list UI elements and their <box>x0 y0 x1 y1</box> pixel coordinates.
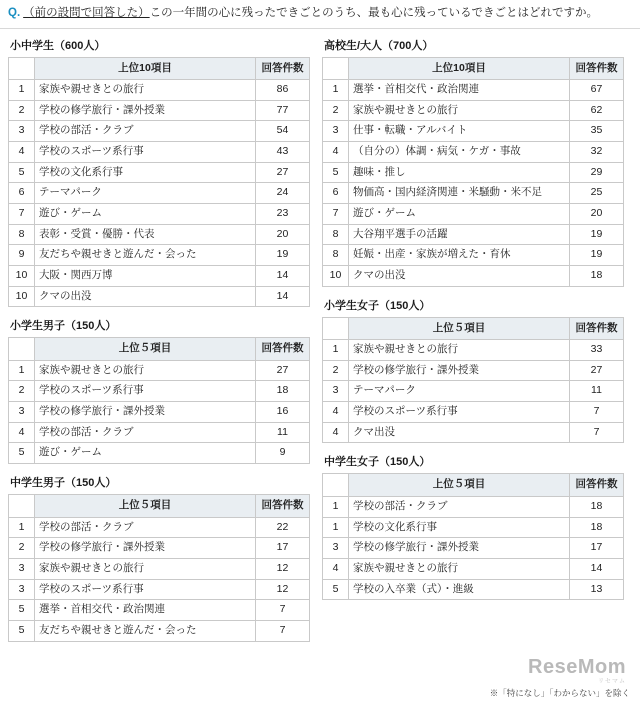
question-prefix: （前の設問で回答した） <box>23 7 150 19</box>
cell-rank: 3 <box>9 121 35 142</box>
cell-count: 20 <box>570 204 624 225</box>
table-row <box>323 538 624 559</box>
cell-count: 12 <box>256 579 310 600</box>
cell-rank: 9 <box>9 245 35 266</box>
cell-item: 家族や親せきとの旅行 <box>35 558 256 579</box>
table-row <box>323 265 624 286</box>
cell-item: 家族や親せきとの旅行 <box>35 360 256 381</box>
cell-count: 18 <box>256 381 310 402</box>
col-header-rank <box>9 57 35 80</box>
table-row <box>323 497 624 518</box>
cell-item: 遊び・ゲーム <box>35 443 256 464</box>
table-row <box>9 245 310 266</box>
cell-item: （自分の）体調・病気・ケガ・事故 <box>349 142 570 163</box>
cell-count: 62 <box>570 100 624 121</box>
table-row <box>323 245 624 266</box>
cell-count: 27 <box>256 360 310 381</box>
cell-count: 19 <box>256 245 310 266</box>
cell-rank: 5 <box>323 162 349 183</box>
cell-rank: 1 <box>9 360 35 381</box>
cell-rank: 5 <box>9 162 35 183</box>
rank-table <box>322 57 624 287</box>
cell-item: 家族や親せきとの旅行 <box>349 100 570 121</box>
rank-table <box>8 494 310 641</box>
col-header-item: 上位５項目 <box>35 495 256 518</box>
cell-rank: 3 <box>9 579 35 600</box>
question-label: Q. <box>8 7 21 19</box>
cell-rank: 8 <box>9 224 35 245</box>
block-elementary-girls <box>322 297 624 444</box>
cell-item: 学校の修学旅行・課外授業 <box>35 538 256 559</box>
block-title: 小学生男子（150人） <box>10 320 117 333</box>
cell-item: 友だちや親せきと遊んだ・会った <box>35 620 256 641</box>
cell-rank: 1 <box>323 497 349 518</box>
cell-item: 家族や親せきとの旅行 <box>349 340 570 361</box>
cell-count: 27 <box>256 162 310 183</box>
cell-rank: 6 <box>9 183 35 204</box>
table-row <box>9 538 310 559</box>
column-right <box>322 37 624 652</box>
table-row <box>323 142 624 163</box>
col-header-count: 回答件数 <box>256 57 310 80</box>
cell-count: 11 <box>570 381 624 402</box>
col-header-count: 回答件数 <box>256 338 310 361</box>
table-row <box>9 162 310 183</box>
cell-count: 35 <box>570 121 624 142</box>
footnote: ※「特になし」「わからない」を除く <box>489 688 630 698</box>
table-row <box>9 422 310 443</box>
rank-table <box>8 57 310 308</box>
cell-item: 学校のスポーツ系行事 <box>35 142 256 163</box>
cell-count: 18 <box>570 497 624 518</box>
table-row <box>323 121 624 142</box>
cell-item: クマの出没 <box>35 286 256 307</box>
cell-count: 67 <box>570 80 624 101</box>
cell-rank: 10 <box>323 265 349 286</box>
table-row <box>9 286 310 307</box>
cell-count: 19 <box>570 224 624 245</box>
table-row <box>9 360 310 381</box>
block-highschool-adult <box>322 37 624 287</box>
cell-count: 19 <box>570 245 624 266</box>
cell-count: 13 <box>570 579 624 600</box>
cell-count: 77 <box>256 100 310 121</box>
block-title: 中学生女子（150人） <box>324 456 431 469</box>
table-header-row <box>323 57 624 80</box>
cell-count: 20 <box>256 224 310 245</box>
cell-count: 29 <box>570 162 624 183</box>
table-header-row <box>9 495 310 518</box>
cell-item: 学校のスポーツ系行事 <box>35 381 256 402</box>
cell-item: 選挙・首相交代・政治関連 <box>35 600 256 621</box>
cell-item: 遊び・ゲーム <box>35 204 256 225</box>
block-elementary-junior <box>8 37 310 308</box>
cell-count: 18 <box>570 265 624 286</box>
rank-table <box>322 317 624 444</box>
cell-count: 25 <box>570 183 624 204</box>
table-row <box>323 558 624 579</box>
cell-item: 物価高・国内経済関連・米騒動・米不足 <box>349 183 570 204</box>
table-row <box>323 204 624 225</box>
cell-count: 54 <box>256 121 310 142</box>
cell-count: 43 <box>256 142 310 163</box>
cell-count: 9 <box>256 443 310 464</box>
block-elementary-boys <box>8 317 310 464</box>
cell-rank: 4 <box>9 422 35 443</box>
cell-item: 大谷翔平選手の活躍 <box>349 224 570 245</box>
table-row <box>323 402 624 423</box>
block-title: 中学生男子（150人） <box>10 477 117 490</box>
cell-count: 22 <box>256 517 310 538</box>
col-header-item: 上位５項目 <box>349 474 570 497</box>
cell-rank: 2 <box>323 360 349 381</box>
table-header-row <box>323 474 624 497</box>
cell-rank: 4 <box>323 558 349 579</box>
cell-item: 学校の修学旅行・課外授業 <box>349 538 570 559</box>
table-row <box>323 224 624 245</box>
cell-rank: 7 <box>323 204 349 225</box>
col-header-item: 上位10項目 <box>349 57 570 80</box>
col-header-rank <box>323 474 349 497</box>
cell-rank: 3 <box>9 558 35 579</box>
cell-count: 14 <box>570 558 624 579</box>
table-row <box>323 422 624 443</box>
cell-rank: 1 <box>9 80 35 101</box>
cell-rank: 2 <box>323 100 349 121</box>
cell-count: 86 <box>256 80 310 101</box>
cell-item: 学校の文化系行事 <box>35 162 256 183</box>
table-header-row <box>9 338 310 361</box>
block-junior-girls <box>322 453 624 600</box>
cell-item: 友だちや親せきと遊んだ・会った <box>35 245 256 266</box>
cell-rank: 1 <box>323 80 349 101</box>
block-junior-boys <box>8 474 310 641</box>
cell-item: 選挙・首相交代・政治関連 <box>349 80 570 101</box>
question-text <box>23 6 630 22</box>
logo-text: ReseMom <box>528 656 626 678</box>
col-header-item: 上位10項目 <box>35 57 256 80</box>
cell-count: 32 <box>570 142 624 163</box>
cell-item: クマ出没 <box>349 422 570 443</box>
cell-count: 24 <box>256 183 310 204</box>
table-row <box>9 579 310 600</box>
rank-table <box>322 473 624 600</box>
cell-item: 大阪・関西万博 <box>35 265 256 286</box>
cell-count: 14 <box>256 265 310 286</box>
table-header-row <box>9 57 310 80</box>
cell-item: 表彰・受賞・優勝・代表 <box>35 224 256 245</box>
cell-rank: 3 <box>9 402 35 423</box>
table-row <box>9 620 310 641</box>
col-header-count: 回答件数 <box>256 495 310 518</box>
table-row <box>323 517 624 538</box>
column-left <box>8 37 310 652</box>
cell-item: テーマパーク <box>349 381 570 402</box>
rank-table <box>8 337 310 464</box>
cell-rank: 2 <box>9 538 35 559</box>
logo-subtext: リセマム <box>598 679 626 685</box>
table-row <box>9 600 310 621</box>
cell-rank: 5 <box>9 620 35 641</box>
cell-count: 17 <box>570 538 624 559</box>
block-title: 高校生/大人（700人） <box>324 39 434 52</box>
cell-rank: 7 <box>9 204 35 225</box>
table-row <box>323 360 624 381</box>
table-row <box>323 80 624 101</box>
tables-grid <box>0 29 640 652</box>
cell-rank: 1 <box>323 517 349 538</box>
cell-count: 18 <box>570 517 624 538</box>
cell-item: 学校の修学旅行・課外授業 <box>35 402 256 423</box>
col-header-rank <box>323 57 349 80</box>
cell-count: 33 <box>570 340 624 361</box>
col-header-item: 上位５項目 <box>35 338 256 361</box>
cell-rank: 3 <box>323 538 349 559</box>
col-header-rank <box>9 338 35 361</box>
table-row <box>9 142 310 163</box>
table-row <box>9 100 310 121</box>
cell-item: 学校の部活・クラブ <box>35 422 256 443</box>
cell-rank: 5 <box>9 600 35 621</box>
resemom-logo <box>528 656 626 685</box>
cell-item: 家族や親せきとの旅行 <box>349 558 570 579</box>
cell-item: 学校の文化系行事 <box>349 517 570 538</box>
table-row <box>323 183 624 204</box>
cell-count: 7 <box>256 600 310 621</box>
cell-item: 趣味・推し <box>349 162 570 183</box>
cell-rank: 8 <box>323 224 349 245</box>
cell-count: 17 <box>256 538 310 559</box>
cell-rank: 10 <box>9 265 35 286</box>
cell-rank: 5 <box>323 579 349 600</box>
cell-item: 学校の修学旅行・課外授業 <box>35 100 256 121</box>
cell-item: 学校のスポーツ系行事 <box>35 579 256 600</box>
table-row <box>9 80 310 101</box>
col-header-count: 回答件数 <box>570 474 624 497</box>
col-header-item: 上位５項目 <box>349 317 570 340</box>
cell-count: 12 <box>256 558 310 579</box>
cell-rank: 8 <box>323 245 349 266</box>
cell-count: 7 <box>570 422 624 443</box>
cell-item: 学校の部活・クラブ <box>349 497 570 518</box>
cell-rank: 10 <box>9 286 35 307</box>
cell-rank: 6 <box>323 183 349 204</box>
table-row <box>9 443 310 464</box>
block-title: 小学生女子（150人） <box>324 299 431 312</box>
cell-count: 23 <box>256 204 310 225</box>
table-row <box>9 204 310 225</box>
col-header-count: 回答件数 <box>570 57 624 80</box>
cell-rank: 1 <box>9 517 35 538</box>
cell-rank: 3 <box>323 121 349 142</box>
table-row <box>9 558 310 579</box>
table-row <box>9 381 310 402</box>
cell-rank: 2 <box>9 381 35 402</box>
cell-rank: 4 <box>323 422 349 443</box>
table-header-row <box>323 317 624 340</box>
question-body: この一年間の心に残ったできごとのうち、最も心に残っているできごとはどれですか。 <box>149 7 599 19</box>
table-row <box>9 183 310 204</box>
cell-count: 7 <box>570 402 624 423</box>
col-header-rank <box>323 317 349 340</box>
table-row <box>9 224 310 245</box>
cell-item: 家族や親せきとの旅行 <box>35 80 256 101</box>
cell-rank: 2 <box>9 100 35 121</box>
table-row <box>9 121 310 142</box>
table-row <box>323 100 624 121</box>
question-bar <box>0 0 640 29</box>
cell-rank: 4 <box>323 142 349 163</box>
block-title: 小中学生（600人） <box>10 39 106 52</box>
cell-count: 14 <box>256 286 310 307</box>
table-row <box>9 402 310 423</box>
col-header-rank <box>9 495 35 518</box>
cell-item: クマの出没 <box>349 265 570 286</box>
cell-rank: 1 <box>323 340 349 361</box>
cell-rank: 4 <box>9 142 35 163</box>
cell-item: 学校の入卒業（式）・進級 <box>349 579 570 600</box>
cell-count: 27 <box>570 360 624 381</box>
cell-rank: 5 <box>9 443 35 464</box>
cell-item: テーマパーク <box>35 183 256 204</box>
cell-item: 学校のスポーツ系行事 <box>349 402 570 423</box>
cell-rank: 3 <box>323 381 349 402</box>
cell-count: 7 <box>256 620 310 641</box>
table-row <box>323 381 624 402</box>
table-row <box>9 517 310 538</box>
table-row <box>323 340 624 361</box>
col-header-count: 回答件数 <box>570 317 624 340</box>
cell-item: 学校の修学旅行・課外授業 <box>349 360 570 381</box>
table-row <box>9 265 310 286</box>
cell-item: 学校の部活・クラブ <box>35 517 256 538</box>
cell-count: 11 <box>256 422 310 443</box>
table-row <box>323 579 624 600</box>
cell-rank: 4 <box>323 402 349 423</box>
cell-item: 妊娠・出産・家族が増えた・育休 <box>349 245 570 266</box>
cell-count: 16 <box>256 402 310 423</box>
cell-item: 学校の部活・クラブ <box>35 121 256 142</box>
cell-item: 遊び・ゲーム <box>349 204 570 225</box>
cell-item: 仕事・転職・アルバイト <box>349 121 570 142</box>
table-row <box>323 162 624 183</box>
